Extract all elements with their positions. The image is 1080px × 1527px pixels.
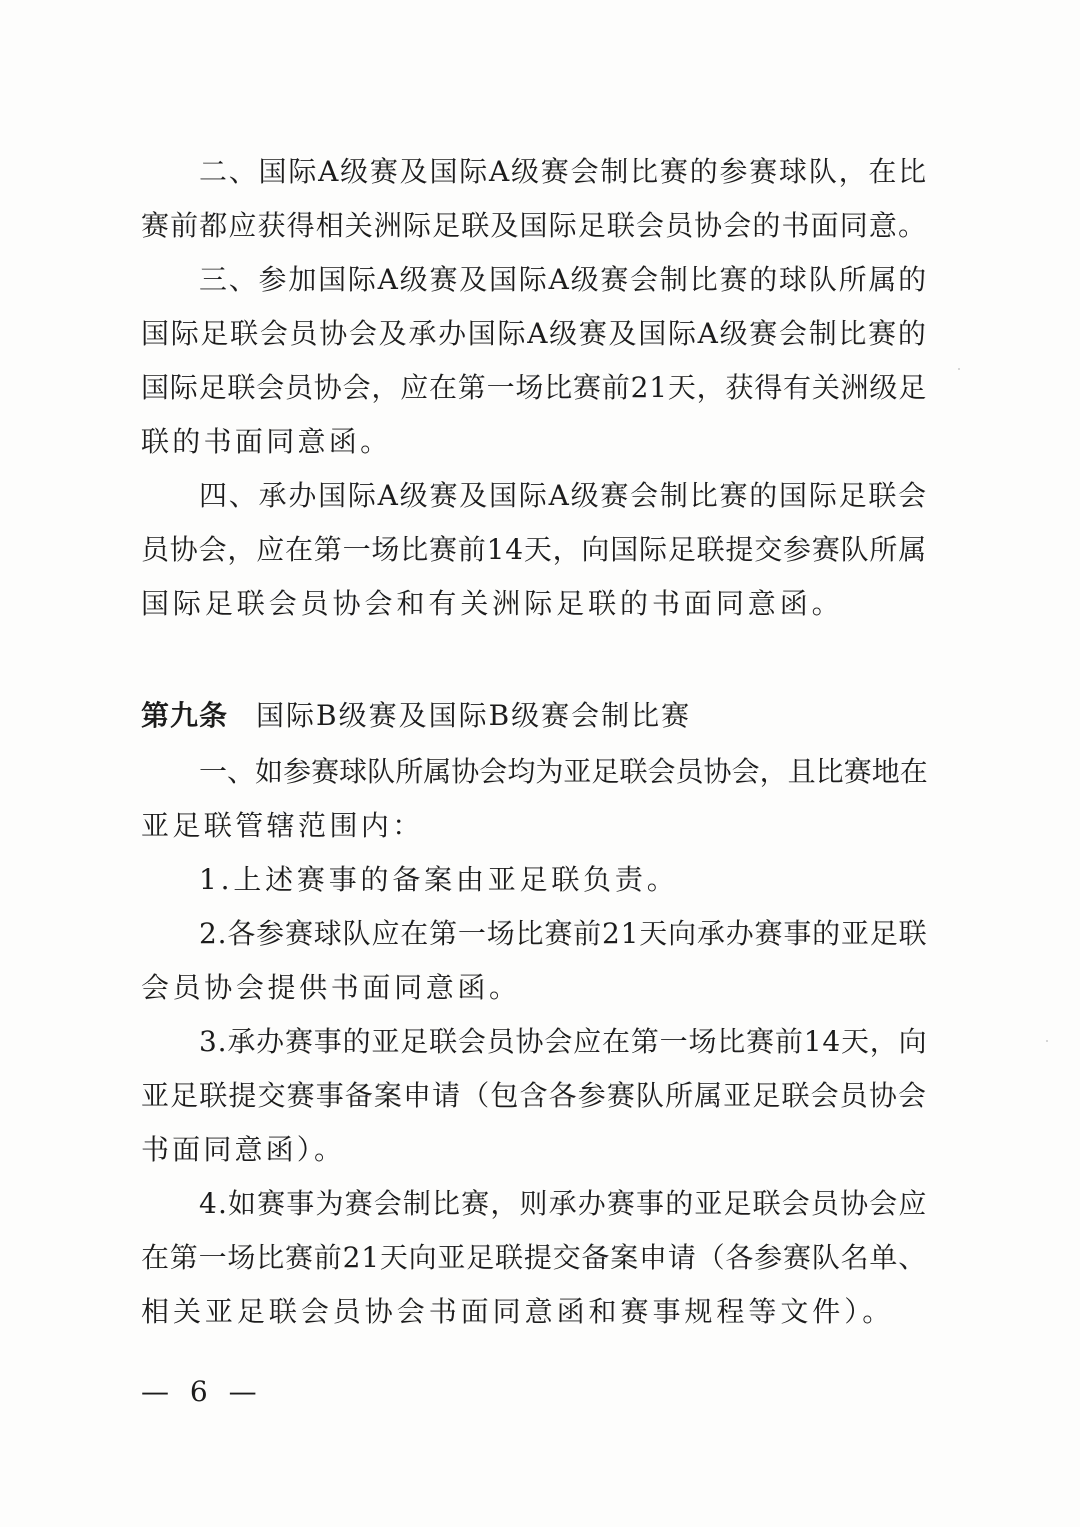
paragraph-line: 在第一场比赛前21天向亚足联提交备案申请（各参赛队名单、 bbox=[141, 1241, 928, 1274]
paragraph-line: 亚足联提交赛事备案申请（包含各参赛队所属亚足联会员协会 bbox=[141, 1079, 928, 1112]
paragraph-line: 3.承办赛事的亚足联会员协会应在第一场比赛前14天，向 bbox=[199, 1025, 928, 1058]
paragraph-line: 一、如参赛球队所属协会均为亚足联会员协会，且比赛地在 bbox=[199, 755, 928, 788]
paragraph-line: 联的书面同意函。 bbox=[141, 425, 392, 458]
page-number: — 6 — bbox=[141, 1375, 263, 1408]
paragraph-line: 赛前都应获得相关洲际足联及国际足联会员协会的书面同意。 bbox=[141, 209, 928, 242]
paragraph-line: 二、国际A级赛及国际A级赛会制比赛的参赛球队，在比 bbox=[199, 155, 928, 188]
paragraph-line: 国际足联会员协会，应在第一场比赛前21天，获得有关洲级足 bbox=[141, 371, 928, 404]
paragraph-line: 国际足联会员协会和有关洲际足联的书面同意函。 bbox=[141, 587, 844, 620]
paragraph-line: 相关亚足联会员协会书面同意函和赛事规程等文件）。 bbox=[141, 1295, 895, 1328]
paragraph-line: 国际足联会员协会及承办国际A级赛及国际A级赛会制比赛的 bbox=[141, 317, 928, 350]
paragraph-line: 2.各参赛球队应在第一场比赛前21天向承办赛事的亚足联 bbox=[199, 917, 928, 950]
scan-speck bbox=[958, 368, 960, 370]
article-heading bbox=[141, 687, 941, 745]
article-number: 第九条 bbox=[141, 699, 229, 732]
paragraph-line: 亚足联管辖范围内： bbox=[141, 809, 424, 842]
article-eight-continued bbox=[141, 145, 941, 631]
paragraph-line: 三、参加国际A级赛及国际A级赛会制比赛的球队所属的 bbox=[199, 263, 928, 296]
paragraph-line: 会员协会提供书面同意函。 bbox=[141, 971, 521, 1004]
article-nine bbox=[141, 687, 941, 1339]
paragraph-line: 4.如赛事为赛会制比赛，则承办赛事的亚足联会员协会应 bbox=[199, 1187, 928, 1220]
paragraph-line: 四、承办国际A级赛及国际A级赛会制比赛的国际足联会 bbox=[199, 479, 928, 512]
paragraph-line: 书面同意函）。 bbox=[141, 1133, 346, 1166]
article-nine-body bbox=[141, 745, 941, 1339]
scan-speck bbox=[1046, 1040, 1048, 1042]
article-title: 国际B级赛及国际B级赛会制比赛 bbox=[256, 699, 692, 732]
paragraph-line: 员协会，应在第一场比赛前14天，向国际足联提交参赛队所属 bbox=[141, 533, 928, 566]
paragraph-line: 1.上述赛事的备案由亚足联负责。 bbox=[199, 863, 679, 896]
